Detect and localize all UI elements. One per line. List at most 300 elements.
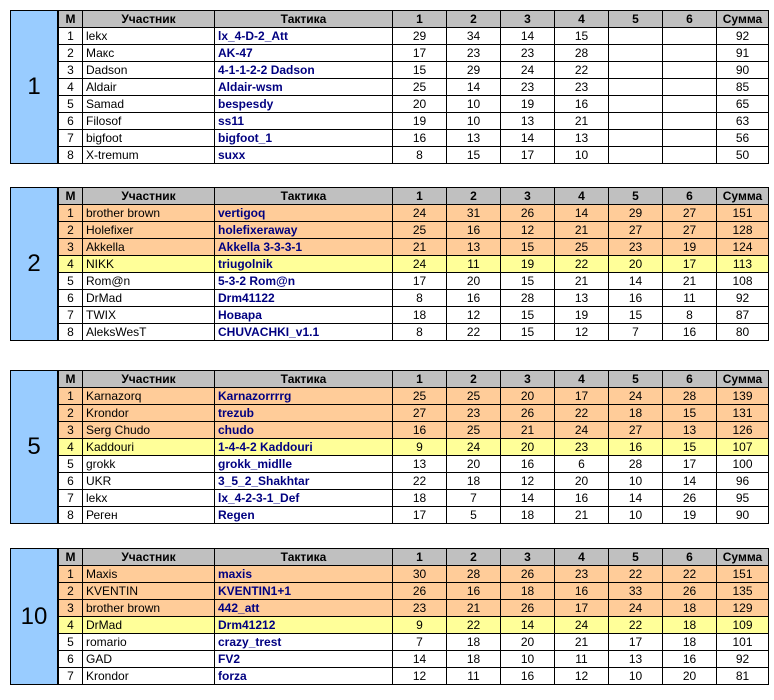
column-header: 5 (609, 371, 663, 388)
round-score-cell: 21 (663, 273, 717, 290)
round-score-cell (609, 79, 663, 96)
round-score-cell: 15 (501, 239, 555, 256)
player-cell: UKR (83, 473, 215, 490)
round-score-cell: 19 (663, 507, 717, 524)
round-score-cell: 13 (501, 113, 555, 130)
table-row (59, 566, 769, 583)
round-score-cell: 22 (447, 324, 501, 341)
column-header: 3 (501, 549, 555, 566)
place-cell: 8 (59, 147, 83, 164)
total-cell: 135 (717, 583, 769, 600)
place-cell: 7 (59, 490, 83, 507)
round-score-cell: 29 (393, 28, 447, 45)
round-score-cell: 11 (663, 290, 717, 307)
round-score-cell: 17 (609, 634, 663, 651)
column-header: Сумма (717, 371, 769, 388)
table-row (59, 307, 769, 324)
round-score-cell: 10 (609, 668, 663, 685)
player-cell: Реген (83, 507, 215, 524)
round-score-cell: 18 (663, 600, 717, 617)
total-cell: 95 (717, 490, 769, 507)
group-number: 2 (10, 187, 58, 341)
round-score-cell: 12 (501, 473, 555, 490)
round-score-cell: 30 (393, 566, 447, 583)
group-table (58, 548, 769, 685)
round-score-cell: 28 (609, 456, 663, 473)
place-cell: 4 (59, 256, 83, 273)
round-score-cell (663, 147, 717, 164)
round-score-cell: 14 (555, 205, 609, 222)
header-row (59, 188, 769, 205)
tactic-cell: suxx (215, 147, 393, 164)
column-header: 1 (393, 188, 447, 205)
group-10 (10, 548, 771, 685)
round-score-cell: 7 (609, 324, 663, 341)
round-score-cell: 24 (393, 205, 447, 222)
player-cell: Макс (83, 45, 215, 62)
round-score-cell (663, 45, 717, 62)
tactic-cell: AK-47 (215, 45, 393, 62)
round-score-cell (609, 113, 663, 130)
round-score-cell: 21 (555, 507, 609, 524)
place-cell: 8 (59, 507, 83, 524)
round-score-cell: 16 (609, 290, 663, 307)
round-score-cell: 8 (663, 307, 717, 324)
round-score-cell: 8 (393, 147, 447, 164)
round-score-cell: 16 (609, 439, 663, 456)
round-score-cell: 20 (609, 256, 663, 273)
table-row (59, 79, 769, 96)
round-score-cell: 10 (501, 651, 555, 668)
total-cell: 81 (717, 668, 769, 685)
player-cell: Samad (83, 96, 215, 113)
round-score-cell (663, 62, 717, 79)
column-header: 3 (501, 188, 555, 205)
table-row (59, 439, 769, 456)
round-score-cell: 17 (663, 456, 717, 473)
round-score-cell: 17 (501, 147, 555, 164)
table-row (59, 668, 769, 685)
total-cell: 92 (717, 28, 769, 45)
player-cell: Karnazorq (83, 388, 215, 405)
round-score-cell (609, 62, 663, 79)
round-score-cell: 13 (555, 290, 609, 307)
round-score-cell: 24 (393, 256, 447, 273)
column-header: Тактика (215, 549, 393, 566)
place-cell: 5 (59, 456, 83, 473)
round-score-cell: 17 (555, 600, 609, 617)
round-score-cell (663, 79, 717, 96)
total-cell: 91 (717, 45, 769, 62)
round-score-cell: 16 (663, 324, 717, 341)
round-score-cell: 9 (393, 439, 447, 456)
round-score-cell: 23 (555, 79, 609, 96)
round-score-cell: 19 (555, 307, 609, 324)
round-score-cell: 23 (447, 405, 501, 422)
round-score-cell: 21 (555, 273, 609, 290)
round-score-cell: 24 (609, 388, 663, 405)
round-score-cell: 18 (609, 405, 663, 422)
round-score-cell (609, 28, 663, 45)
table-row (59, 617, 769, 634)
round-score-cell: 25 (393, 79, 447, 96)
column-header: 4 (555, 188, 609, 205)
group-number: 10 (10, 548, 58, 685)
player-cell: Aldair (83, 79, 215, 96)
place-cell: 6 (59, 473, 83, 490)
place-cell: 6 (59, 290, 83, 307)
group-number: 5 (10, 370, 58, 524)
tactic-cell: 3_5_2_Shakhtar (215, 473, 393, 490)
round-score-cell: 20 (501, 388, 555, 405)
tactic-cell: holefixeraway (215, 222, 393, 239)
column-header: Сумма (717, 188, 769, 205)
round-score-cell: 13 (663, 422, 717, 439)
tactic-cell: 442_att (215, 600, 393, 617)
round-score-cell: 13 (555, 130, 609, 147)
round-score-cell: 9 (393, 617, 447, 634)
round-score-cell: 17 (393, 45, 447, 62)
tactic-cell: chudo (215, 422, 393, 439)
player-cell: TWIX (83, 307, 215, 324)
column-header: 6 (663, 11, 717, 28)
place-cell: 5 (59, 96, 83, 113)
place-cell: 4 (59, 439, 83, 456)
round-score-cell: 21 (447, 600, 501, 617)
round-score-cell (609, 45, 663, 62)
place-cell: 3 (59, 239, 83, 256)
round-score-cell: 24 (555, 422, 609, 439)
tactic-cell: ss11 (215, 113, 393, 130)
tactic-cell: maxis (215, 566, 393, 583)
group-table (58, 187, 769, 341)
table-row (59, 273, 769, 290)
total-cell: 92 (717, 651, 769, 668)
round-score-cell: 16 (501, 668, 555, 685)
total-cell: 151 (717, 566, 769, 583)
table-row (59, 651, 769, 668)
round-score-cell: 23 (501, 45, 555, 62)
column-header: 3 (501, 11, 555, 28)
round-score-cell: 15 (663, 405, 717, 422)
tactic-cell: triugolnik (215, 256, 393, 273)
round-score-cell: 7 (447, 490, 501, 507)
round-score-cell: 28 (501, 290, 555, 307)
round-score-cell: 21 (555, 113, 609, 130)
total-cell: 80 (717, 324, 769, 341)
table-row (59, 130, 769, 147)
round-score-cell: 14 (609, 490, 663, 507)
table-row (59, 147, 769, 164)
total-cell: 87 (717, 307, 769, 324)
player-cell: Krondor (83, 405, 215, 422)
player-cell: bigfoot (83, 130, 215, 147)
round-score-cell (609, 96, 663, 113)
round-score-cell: 16 (447, 290, 501, 307)
round-score-cell: 20 (555, 473, 609, 490)
group-2 (10, 187, 771, 341)
round-score-cell: 18 (393, 307, 447, 324)
group-number: 1 (10, 10, 58, 164)
round-score-cell: 24 (447, 439, 501, 456)
table-row (59, 324, 769, 341)
round-score-cell: 8 (393, 324, 447, 341)
column-header: Сумма (717, 549, 769, 566)
round-score-cell: 23 (609, 239, 663, 256)
tactic-cell: forza (215, 668, 393, 685)
round-score-cell: 13 (447, 239, 501, 256)
round-score-cell: 20 (447, 273, 501, 290)
group-1 (10, 10, 771, 164)
player-cell: Kaddouri (83, 439, 215, 456)
column-header: 2 (447, 11, 501, 28)
round-score-cell (609, 130, 663, 147)
column-header: 6 (663, 371, 717, 388)
table-row (59, 405, 769, 422)
player-cell: DrMad (83, 290, 215, 307)
tactic-cell: bigfoot_1 (215, 130, 393, 147)
round-score-cell: 15 (555, 28, 609, 45)
round-score-cell: 12 (501, 222, 555, 239)
round-score-cell: 18 (501, 583, 555, 600)
player-cell: brother brown (83, 205, 215, 222)
column-header: Участник (83, 11, 215, 28)
table-row (59, 28, 769, 45)
round-score-cell: 20 (501, 634, 555, 651)
player-cell: brother brown (83, 600, 215, 617)
round-score-cell: 28 (555, 45, 609, 62)
table-row (59, 388, 769, 405)
player-cell: romario (83, 634, 215, 651)
total-cell: 90 (717, 62, 769, 79)
tactic-cell: bespesdy (215, 96, 393, 113)
place-cell: 6 (59, 113, 83, 130)
round-score-cell: 26 (501, 566, 555, 583)
round-score-cell: 18 (663, 617, 717, 634)
place-cell: 5 (59, 634, 83, 651)
column-header: 2 (447, 549, 501, 566)
total-cell: 85 (717, 79, 769, 96)
player-cell: KVENTIN (83, 583, 215, 600)
table-row (59, 113, 769, 130)
total-cell: 90 (717, 507, 769, 524)
column-header: Тактика (215, 188, 393, 205)
table-row (59, 490, 769, 507)
round-score-cell: 23 (555, 566, 609, 583)
round-score-cell: 10 (447, 96, 501, 113)
total-cell: 96 (717, 473, 769, 490)
round-score-cell: 22 (663, 566, 717, 583)
place-cell: 3 (59, 62, 83, 79)
place-cell: 4 (59, 617, 83, 634)
player-cell: AleksWesT (83, 324, 215, 341)
tactic-cell: Karnazorrrrg (215, 388, 393, 405)
round-score-cell: 15 (501, 273, 555, 290)
round-score-cell: 11 (447, 256, 501, 273)
tactic-cell: Akkella 3-3-3-1 (215, 239, 393, 256)
round-score-cell: 24 (555, 617, 609, 634)
round-score-cell: 27 (393, 405, 447, 422)
round-score-cell: 15 (501, 307, 555, 324)
round-score-cell: 27 (609, 422, 663, 439)
round-score-cell: 14 (501, 28, 555, 45)
tactic-cell: 5-3-2 Rom@n (215, 273, 393, 290)
round-score-cell: 21 (555, 634, 609, 651)
round-score-cell: 25 (393, 222, 447, 239)
round-score-cell: 26 (501, 405, 555, 422)
player-cell: DrMad (83, 617, 215, 634)
column-header: 5 (609, 11, 663, 28)
round-score-cell: 19 (501, 96, 555, 113)
player-cell: Holefixer (83, 222, 215, 239)
tactic-cell: 1-4-4-2 Kaddouri (215, 439, 393, 456)
round-score-cell: 18 (447, 473, 501, 490)
total-cell: 50 (717, 147, 769, 164)
round-score-cell: 18 (501, 507, 555, 524)
round-score-cell: 27 (663, 222, 717, 239)
round-score-cell: 10 (609, 507, 663, 524)
column-header: 1 (393, 371, 447, 388)
place-cell: 1 (59, 205, 83, 222)
group-5 (10, 370, 771, 524)
player-cell: Serg Chudo (83, 422, 215, 439)
round-score-cell: 16 (393, 422, 447, 439)
player-cell: Rom@n (83, 273, 215, 290)
place-cell: 1 (59, 28, 83, 45)
round-score-cell: 19 (501, 256, 555, 273)
tactic-cell: KVENTIN1+1 (215, 583, 393, 600)
column-header: 4 (555, 11, 609, 28)
round-score-cell: 20 (447, 456, 501, 473)
round-score-cell: 14 (447, 79, 501, 96)
round-score-cell: 11 (555, 651, 609, 668)
round-score-cell: 14 (501, 490, 555, 507)
table-row (59, 256, 769, 273)
place-cell: 7 (59, 307, 83, 324)
round-score-cell: 10 (555, 147, 609, 164)
table-row (59, 239, 769, 256)
round-score-cell: 17 (555, 388, 609, 405)
round-score-cell: 28 (663, 388, 717, 405)
player-cell: Filosof (83, 113, 215, 130)
round-score-cell: 25 (555, 239, 609, 256)
round-score-cell: 12 (393, 668, 447, 685)
round-score-cell: 16 (447, 222, 501, 239)
table-row (59, 62, 769, 79)
total-cell: 101 (717, 634, 769, 651)
table-row (59, 422, 769, 439)
total-cell: 128 (717, 222, 769, 239)
round-score-cell: 26 (501, 205, 555, 222)
round-score-cell: 23 (501, 79, 555, 96)
table-row (59, 634, 769, 651)
place-cell: 2 (59, 222, 83, 239)
table-row (59, 456, 769, 473)
round-score-cell: 22 (555, 405, 609, 422)
table-row (59, 45, 769, 62)
table-row (59, 222, 769, 239)
round-score-cell: 10 (447, 113, 501, 130)
round-score-cell: 34 (447, 28, 501, 45)
total-cell: 151 (717, 205, 769, 222)
round-score-cell (663, 113, 717, 130)
place-cell: 2 (59, 405, 83, 422)
tactic-cell: Aldair-wsm (215, 79, 393, 96)
round-score-cell (663, 130, 717, 147)
round-score-cell: 20 (501, 439, 555, 456)
round-score-cell: 14 (663, 473, 717, 490)
tactic-cell: crazy_trest (215, 634, 393, 651)
round-score-cell: 18 (393, 490, 447, 507)
round-score-cell: 11 (447, 668, 501, 685)
column-header: Тактика (215, 11, 393, 28)
column-header: 2 (447, 371, 501, 388)
round-score-cell: 15 (663, 439, 717, 456)
round-score-cell: 16 (555, 583, 609, 600)
round-score-cell (609, 147, 663, 164)
table-row (59, 600, 769, 617)
round-score-cell: 26 (501, 600, 555, 617)
tactic-cell: FV2 (215, 651, 393, 668)
table-row (59, 507, 769, 524)
total-cell: 113 (717, 256, 769, 273)
round-score-cell: 16 (447, 583, 501, 600)
round-score-cell: 26 (663, 583, 717, 600)
column-header: 4 (555, 549, 609, 566)
group-table (58, 10, 769, 164)
round-score-cell (663, 96, 717, 113)
round-score-cell: 23 (555, 439, 609, 456)
tactic-cell: Новара (215, 307, 393, 324)
round-score-cell: 20 (663, 668, 717, 685)
total-cell: 65 (717, 96, 769, 113)
column-header: 3 (501, 371, 555, 388)
column-header: 2 (447, 188, 501, 205)
round-score-cell: 6 (555, 456, 609, 473)
round-score-cell: 22 (447, 617, 501, 634)
round-score-cell: 13 (447, 130, 501, 147)
round-score-cell (663, 28, 717, 45)
round-score-cell: 14 (393, 651, 447, 668)
tactic-cell: trezub (215, 405, 393, 422)
tactic-cell: grokk_midlle (215, 456, 393, 473)
round-score-cell: 33 (609, 583, 663, 600)
round-score-cell: 21 (501, 422, 555, 439)
round-score-cell: 26 (393, 583, 447, 600)
place-cell: 1 (59, 566, 83, 583)
tactic-cell: vertigoq (215, 205, 393, 222)
total-cell: 124 (717, 239, 769, 256)
round-score-cell: 25 (393, 388, 447, 405)
round-score-cell: 7 (393, 634, 447, 651)
header-row (59, 11, 769, 28)
round-score-cell: 12 (555, 324, 609, 341)
place-cell: 2 (59, 583, 83, 600)
table-row (59, 96, 769, 113)
round-score-cell: 27 (663, 205, 717, 222)
column-header: М (59, 549, 83, 566)
header-row (59, 371, 769, 388)
tactic-cell: lx_4-D-2_Att (215, 28, 393, 45)
total-cell: 100 (717, 456, 769, 473)
round-score-cell: 27 (609, 222, 663, 239)
round-score-cell: 22 (609, 617, 663, 634)
table-row (59, 583, 769, 600)
round-score-cell: 19 (393, 113, 447, 130)
round-score-cell: 16 (663, 651, 717, 668)
total-cell: 107 (717, 439, 769, 456)
round-score-cell: 18 (447, 651, 501, 668)
